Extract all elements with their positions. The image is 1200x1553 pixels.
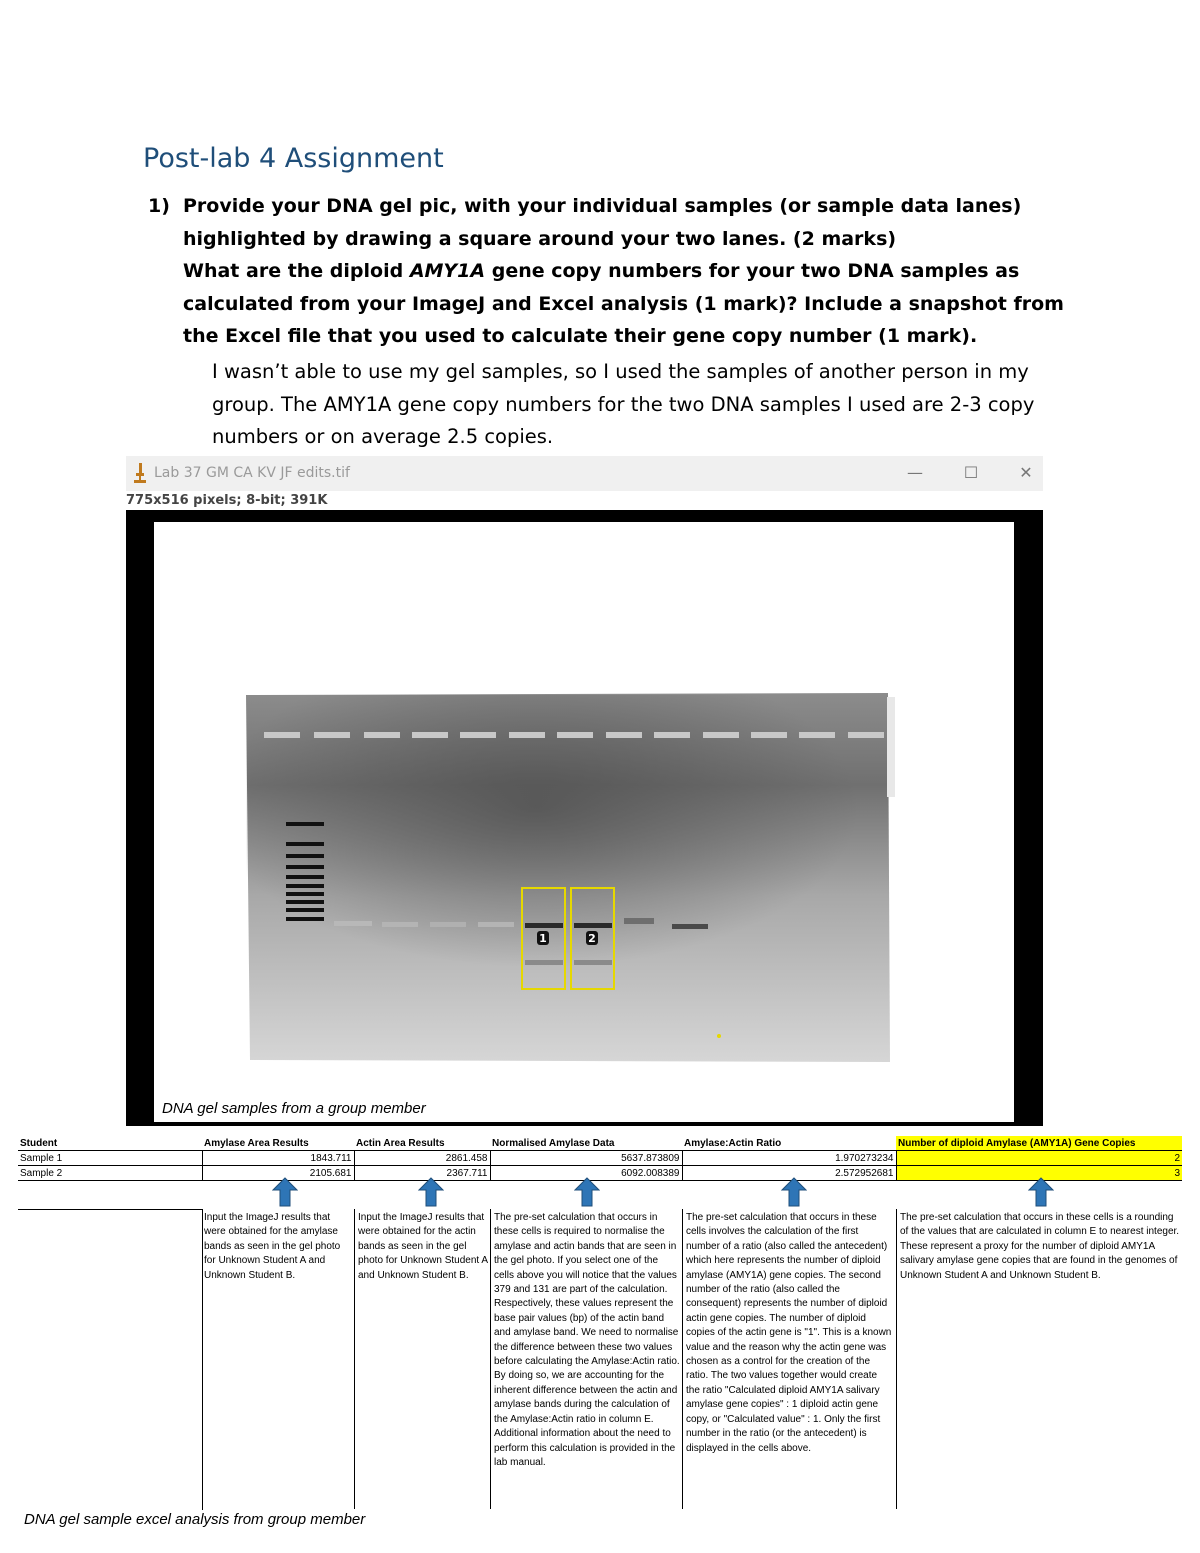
gel-caption: DNA gel samples from a group member xyxy=(162,1100,426,1117)
table-cell: 5637.873809 xyxy=(490,1151,682,1166)
close-button[interactable]: ✕ xyxy=(1019,463,1033,482)
imagej-window xyxy=(126,456,1043,1126)
note-divider xyxy=(354,1209,355,1509)
note-ratio: The pre-set calculation that occurs in these cells involves the calculation of the first number of a ratio (also called the antecedent) which here represents the number of diploid amylase (AMY1A) gene copies. The second number of the ratio (also called the consequent) represents the number of diploid actin gene copies. The number of diploid copies of the actin gene is "1". This is a known value and the reason why the actin gene was chosen as a control for the creation of the ratio. The two values together would create the ratio "Calculated diploid AMY1A salivary amylase gene copies" : 1 diploid actin gene copy, or "Calculated value" : 1. Only the first number in the ratio (or the antecedent) is displayed in the cells above. xyxy=(686,1212,892,1454)
page-title: Post-lab 4 Assignment xyxy=(143,143,444,174)
arrow-up-icon xyxy=(574,1177,600,1207)
image-info: 775x516 pixels; 8-bit; 391K xyxy=(126,493,328,508)
answer-line-1: I wasn’t able to use my gel samples, so I used the samples of another person in my xyxy=(212,360,1029,383)
question-line-1: Provide your DNA gel pic, with your individual samples (or sample data lanes) xyxy=(183,195,1022,217)
question-line-3 xyxy=(183,260,1019,282)
table-cell: 2861.458 xyxy=(354,1151,490,1166)
answer-line-3: numbers or on average 2.5 copies. xyxy=(212,425,554,448)
imagej-window-title: Lab 37 GM CA KV JF edits.tif xyxy=(154,465,350,481)
gel-image xyxy=(154,522,1014,1122)
table-cell: 2105.681 xyxy=(202,1166,354,1181)
note-copies: The pre-set calculation that occurs in these cells is a rounding of the values that are calculated in column E to nearest integer. These represent a proxy for the number of diploid AMY1A salivary amylase gene copies that are found in the genomes of Unknown Student A and Unknown Student B. xyxy=(900,1212,1180,1281)
question-line-2: highlighted by drawing a square around your two lanes. (2 marks) xyxy=(183,228,897,250)
note-divider xyxy=(682,1209,683,1509)
table-cell: 3 xyxy=(896,1166,1182,1181)
table-cell: 1843.711 xyxy=(202,1151,354,1166)
excel-header-student: Student xyxy=(20,1137,58,1149)
excel-header-copies: Number of diploid Amylase (AMY1A) Gene Copies xyxy=(896,1136,1182,1151)
excel-header-row xyxy=(18,1136,1182,1151)
question-line-4: calculated from your ImageJ and Excel analysis (1 mark)? Include a snapshot from xyxy=(183,293,1064,315)
microscope-icon xyxy=(132,461,148,485)
question-line-3-post: gene copy numbers for your two DNA samples as xyxy=(485,260,1020,282)
excel-header-amylase: Amylase Area Results xyxy=(204,1137,309,1149)
imagej-titlebar xyxy=(126,456,1043,491)
excel-caption: DNA gel sample excel analysis from group member xyxy=(24,1511,366,1528)
image-canvas xyxy=(126,510,1043,1126)
excel-table xyxy=(18,1136,1182,1181)
table-cell: Sample 1 xyxy=(18,1151,202,1166)
question-line-5: the Excel file that you used to calculate their gene copy number (1 mark). xyxy=(183,325,978,347)
note-amylase: Input the ImageJ results that were obtained for the amylase bands as seen in the gel photo for Unknown Student A and Unknown Student B. xyxy=(204,1212,341,1281)
arrow-up-icon xyxy=(1028,1177,1054,1207)
table-cell: 2 xyxy=(896,1151,1182,1166)
excel-header-ratio: Amylase:Actin Ratio xyxy=(684,1137,782,1149)
table-cell: 6092.008389 xyxy=(490,1166,682,1181)
question-line-3-pre: What are the diploid xyxy=(183,260,410,282)
arrow-up-icon xyxy=(418,1177,444,1207)
question-number: 1) xyxy=(148,195,170,217)
question-line-3-gene: AMY1A xyxy=(409,260,486,282)
table-cell: 2367.711 xyxy=(354,1166,490,1181)
minimize-button[interactable]: — xyxy=(907,463,923,482)
excel-header-normalised: Normalised Amylase Data xyxy=(492,1137,615,1149)
arrow-up-icon xyxy=(781,1177,807,1207)
excel-header-actin: Actin Area Results xyxy=(356,1137,445,1149)
table-cell: 2.572952681 xyxy=(682,1166,896,1181)
answer-line-2: group. The AMY1A gene copy numbers for the two DNA samples I used are 2-3 copy xyxy=(212,393,1035,416)
table-row xyxy=(18,1151,1182,1166)
excel-snapshot xyxy=(18,1136,1182,1508)
maximize-button[interactable]: ☐ xyxy=(963,463,979,482)
lane-2-label: 2 xyxy=(588,932,596,945)
arrow-up-icon xyxy=(272,1177,298,1207)
note-actin: Input the ImageJ results that were obtained for the actin bands as seen in the gel photo for Unknown Student A and Unknown Student B. xyxy=(358,1212,488,1281)
table-cell: Sample 2 xyxy=(18,1166,202,1181)
lane-1-label: 1 xyxy=(539,932,547,945)
note-divider xyxy=(490,1209,491,1509)
gel-photo-area xyxy=(154,522,1014,1122)
excel-empty-column xyxy=(18,1209,203,1510)
note-normalised: The pre-set calculation that occurs in these cells is required to normalise the amylase and actin bands that are seen in the gel photo. If you select one of the cells above you will notice that the values 379 and 131 are part of the calculation. Respectively, these values represent the base pair values (bp) of the actin band and amylase band. We need to normalise the difference between these two values before calculating the Amylase:Actin ratio. By doing so, we are accounting for the inherent difference between the actin and amylase bands during the calculation of the Amylase:Actin ratio in column E. Additional information about the need to perform this calculation is provided in the lab manual. xyxy=(494,1212,680,1468)
table-cell: 1.970273234 xyxy=(682,1151,896,1166)
table-row xyxy=(18,1166,1182,1181)
note-divider xyxy=(896,1209,897,1509)
